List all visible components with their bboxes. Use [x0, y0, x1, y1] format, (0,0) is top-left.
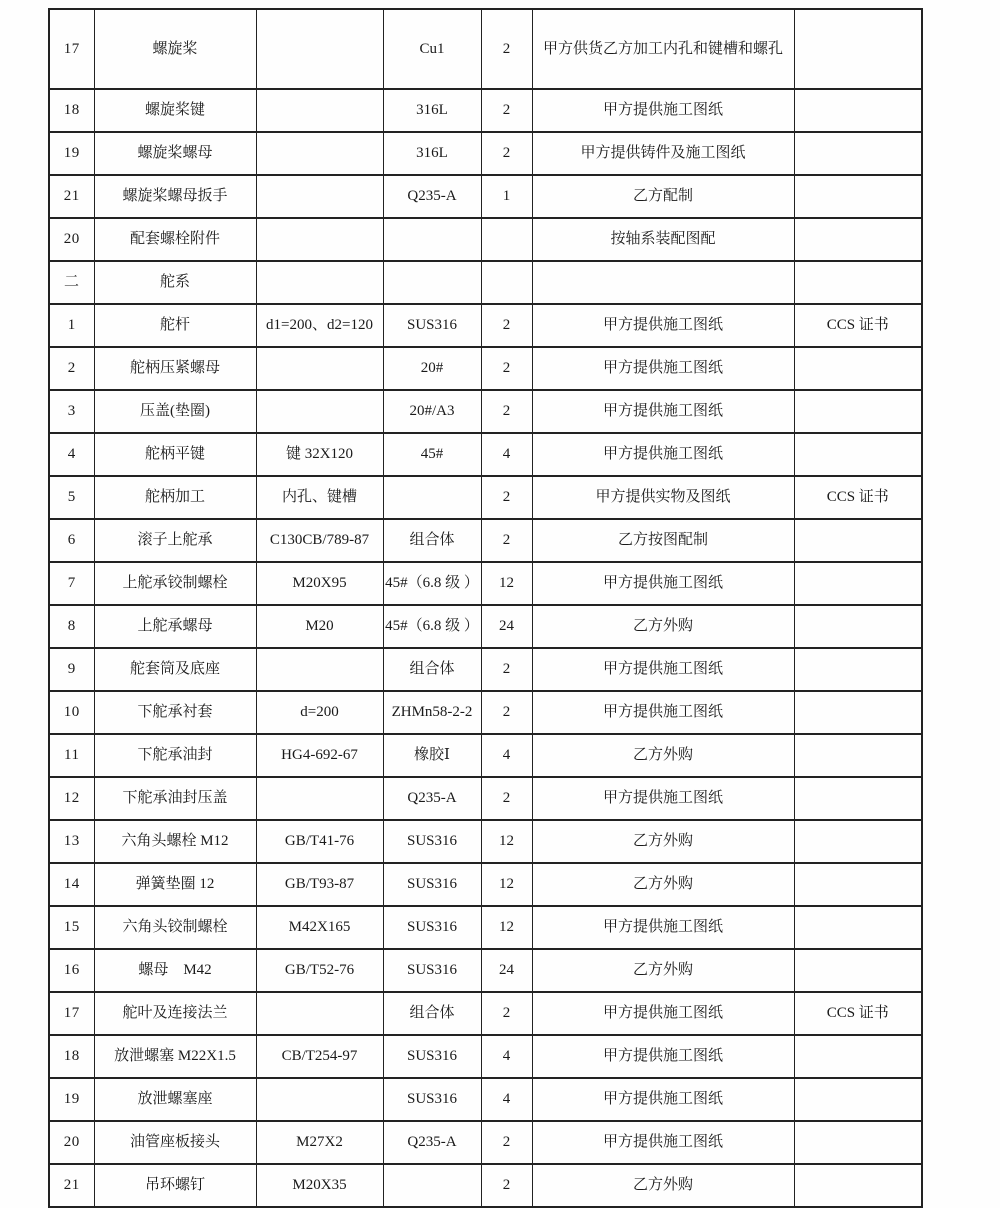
- parts-table: [48, 8, 923, 1208]
- cell-part-name: 下舵承油封压盖: [94, 777, 256, 820]
- cell-remark: 甲方提供施工图纸: [532, 562, 794, 605]
- cell-quantity: 2: [481, 132, 532, 175]
- cell-item-number: 5: [49, 476, 94, 519]
- table-row: [49, 175, 922, 218]
- cell-specification: GB/T93-87: [256, 863, 383, 906]
- cell-material: SUS316: [383, 863, 481, 906]
- cell-certificate: [794, 1121, 922, 1164]
- cell-quantity: 24: [481, 605, 532, 648]
- cell-specification: M27X2: [256, 1121, 383, 1164]
- cell-part-name: 螺旋桨螺母: [94, 132, 256, 175]
- table-row: [49, 1164, 922, 1207]
- cell-quantity: 2: [481, 304, 532, 347]
- cell-part-name: 螺旋桨螺母扳手: [94, 175, 256, 218]
- cell-remark: 甲方供货乙方加工内孔和键槽和螺孔: [532, 9, 794, 89]
- cell-certificate: [794, 863, 922, 906]
- cell-part-name: 舵杆: [94, 304, 256, 347]
- cell-quantity: 2: [481, 519, 532, 562]
- cell-quantity: 12: [481, 863, 532, 906]
- cell-material: SUS316: [383, 906, 481, 949]
- table-row: [49, 562, 922, 605]
- cell-item-number: 19: [49, 132, 94, 175]
- cell-item-number: 16: [49, 949, 94, 992]
- cell-quantity: 2: [481, 691, 532, 734]
- cell-part-name: 六角头铰制螺栓: [94, 906, 256, 949]
- cell-specification: [256, 175, 383, 218]
- cell-specification: [256, 390, 383, 433]
- cell-material: 45#（6.8 级 ）: [383, 562, 481, 605]
- parts-table-body: [49, 9, 922, 1207]
- cell-specification: [256, 992, 383, 1035]
- cell-quantity: 2: [481, 9, 532, 89]
- table-row: [49, 261, 922, 304]
- cell-specification: d1=200、d2=120: [256, 304, 383, 347]
- cell-remark: 乙方外购: [532, 820, 794, 863]
- cell-part-name: 螺旋桨键: [94, 89, 256, 132]
- cell-item-number: 4: [49, 433, 94, 476]
- cell-item-number: 8: [49, 605, 94, 648]
- cell-specification: [256, 347, 383, 390]
- cell-part-name: 螺母 M42: [94, 949, 256, 992]
- cell-quantity: 2: [481, 1164, 532, 1207]
- cell-remark: 甲方提供施工图纸: [532, 992, 794, 1035]
- cell-remark: 甲方提供施工图纸: [532, 304, 794, 347]
- cell-quantity: 4: [481, 1078, 532, 1121]
- cell-material: 20#: [383, 347, 481, 390]
- cell-material: 20#/A3: [383, 390, 481, 433]
- cell-remark: 乙方配制: [532, 175, 794, 218]
- cell-item-number: 19: [49, 1078, 94, 1121]
- cell-remark: 甲方提供施工图纸: [532, 777, 794, 820]
- table-row: [49, 433, 922, 476]
- cell-certificate: [794, 777, 922, 820]
- cell-material: [383, 261, 481, 304]
- table-row: [49, 1035, 922, 1078]
- cell-specification: CB/T254-97: [256, 1035, 383, 1078]
- cell-certificate: [794, 132, 922, 175]
- cell-part-name: 配套螺栓附件: [94, 218, 256, 261]
- cell-item-number: 6: [49, 519, 94, 562]
- cell-certificate: [794, 648, 922, 691]
- cell-material: 45#（6.8 级 ）: [383, 605, 481, 648]
- cell-remark: 甲方提供施工图纸: [532, 347, 794, 390]
- cell-certificate: [794, 347, 922, 390]
- cell-quantity: 2: [481, 648, 532, 691]
- cell-item-number: 18: [49, 89, 94, 132]
- cell-specification: M20X35: [256, 1164, 383, 1207]
- cell-part-name: 上舵承螺母: [94, 605, 256, 648]
- cell-remark: 按轴系装配图配: [532, 218, 794, 261]
- cell-item-number: 11: [49, 734, 94, 777]
- cell-material: 组合体: [383, 992, 481, 1035]
- cell-certificate: [794, 9, 922, 89]
- cell-certificate: [794, 218, 922, 261]
- cell-part-name: 舵柄压紧螺母: [94, 347, 256, 390]
- cell-certificate: CCS 证书: [794, 476, 922, 519]
- table-row: [49, 89, 922, 132]
- cell-certificate: [794, 605, 922, 648]
- cell-quantity: 12: [481, 562, 532, 605]
- cell-quantity: [481, 261, 532, 304]
- cell-specification: 内孔、键槽: [256, 476, 383, 519]
- cell-certificate: [794, 1078, 922, 1121]
- cell-remark: 乙方外购: [532, 1164, 794, 1207]
- cell-part-name: 螺旋桨: [94, 9, 256, 89]
- cell-specification: [256, 648, 383, 691]
- cell-remark: 乙方外购: [532, 734, 794, 777]
- cell-quantity: 24: [481, 949, 532, 992]
- cell-certificate: [794, 1035, 922, 1078]
- cell-remark: 甲方提供施工图纸: [532, 648, 794, 691]
- cell-remark: 甲方提供施工图纸: [532, 1035, 794, 1078]
- cell-remark: 乙方外购: [532, 605, 794, 648]
- cell-certificate: [794, 734, 922, 777]
- table-row: [49, 218, 922, 261]
- cell-quantity: 4: [481, 433, 532, 476]
- cell-quantity: 12: [481, 820, 532, 863]
- cell-part-name: 弹簧垫圈 12: [94, 863, 256, 906]
- cell-material: 316L: [383, 132, 481, 175]
- cell-material: SUS316: [383, 820, 481, 863]
- cell-remark: 甲方提供施工图纸: [532, 433, 794, 476]
- cell-part-name: 六角头螺栓 M12: [94, 820, 256, 863]
- cell-quantity: 12: [481, 906, 532, 949]
- cell-certificate: [794, 906, 922, 949]
- cell-quantity: 4: [481, 734, 532, 777]
- cell-specification: HG4-692-67: [256, 734, 383, 777]
- cell-quantity: 2: [481, 777, 532, 820]
- cell-part-name: 舵柄加工: [94, 476, 256, 519]
- table-row: [49, 1078, 922, 1121]
- cell-part-name: 放泄螺塞 M22X1.5: [94, 1035, 256, 1078]
- cell-item-number: 21: [49, 1164, 94, 1207]
- cell-part-name: 舵套筒及底座: [94, 648, 256, 691]
- cell-item-number: 二: [49, 261, 94, 304]
- cell-material: [383, 476, 481, 519]
- cell-material: 橡胶Ⅰ: [383, 734, 481, 777]
- cell-certificate: [794, 691, 922, 734]
- cell-material: 45#: [383, 433, 481, 476]
- cell-item-number: 10: [49, 691, 94, 734]
- cell-material: Q235-A: [383, 175, 481, 218]
- cell-quantity: 2: [481, 992, 532, 1035]
- cell-part-name: 压盖(垫圈): [94, 390, 256, 433]
- cell-item-number: 1: [49, 304, 94, 347]
- cell-specification: [256, 132, 383, 175]
- table-row: [49, 734, 922, 777]
- cell-item-number: 21: [49, 175, 94, 218]
- cell-material: 组合体: [383, 519, 481, 562]
- cell-quantity: 1: [481, 175, 532, 218]
- cell-item-number: 18: [49, 1035, 94, 1078]
- cell-part-name: 舵叶及连接法兰: [94, 992, 256, 1035]
- cell-item-number: 7: [49, 562, 94, 605]
- cell-part-name: 吊环螺钉: [94, 1164, 256, 1207]
- cell-specification: GB/T52-76: [256, 949, 383, 992]
- cell-certificate: [794, 390, 922, 433]
- table-row: [49, 777, 922, 820]
- cell-quantity: 2: [481, 390, 532, 433]
- cell-material: Cu1: [383, 9, 481, 89]
- cell-certificate: [794, 433, 922, 476]
- cell-remark: 甲方提供施工图纸: [532, 89, 794, 132]
- cell-remark: 甲方提供施工图纸: [532, 390, 794, 433]
- cell-specification: M20X95: [256, 562, 383, 605]
- cell-certificate: CCS 证书: [794, 304, 922, 347]
- cell-remark: 乙方外购: [532, 949, 794, 992]
- table-row: [49, 476, 922, 519]
- cell-item-number: 17: [49, 992, 94, 1035]
- table-row: [49, 605, 922, 648]
- cell-part-name: 放泄螺塞座: [94, 1078, 256, 1121]
- cell-material: SUS316: [383, 1035, 481, 1078]
- cell-specification: C130CB/789-87: [256, 519, 383, 562]
- cell-part-name: 舵系: [94, 261, 256, 304]
- cell-certificate: [794, 89, 922, 132]
- cell-item-number: 20: [49, 1121, 94, 1164]
- cell-specification: M20: [256, 605, 383, 648]
- table-row: [49, 992, 922, 1035]
- cell-material: SUS316: [383, 949, 481, 992]
- cell-certificate: [794, 519, 922, 562]
- cell-certificate: CCS 证书: [794, 992, 922, 1035]
- cell-quantity: 2: [481, 1121, 532, 1164]
- table-row: [49, 347, 922, 390]
- table-row: [49, 9, 922, 89]
- cell-part-name: 下舵承油封: [94, 734, 256, 777]
- cell-quantity: 2: [481, 347, 532, 390]
- cell-part-name: 滚子上舵承: [94, 519, 256, 562]
- table-row: [49, 304, 922, 347]
- cell-material: 组合体: [383, 648, 481, 691]
- cell-specification: [256, 777, 383, 820]
- cell-part-name: 舵柄平键: [94, 433, 256, 476]
- cell-quantity: 2: [481, 89, 532, 132]
- cell-remark: 甲方提供施工图纸: [532, 691, 794, 734]
- cell-material: [383, 1164, 481, 1207]
- cell-item-number: 2: [49, 347, 94, 390]
- cell-material: 316L: [383, 89, 481, 132]
- cell-remark: 甲方提供铸件及施工图纸: [532, 132, 794, 175]
- table-row: [49, 949, 922, 992]
- table-row: [49, 519, 922, 562]
- cell-quantity: 2: [481, 476, 532, 519]
- cell-remark: 甲方提供施工图纸: [532, 1121, 794, 1164]
- table-row: [49, 691, 922, 734]
- cell-specification: [256, 218, 383, 261]
- cell-specification: 键 32X120: [256, 433, 383, 476]
- cell-quantity: [481, 218, 532, 261]
- cell-certificate: [794, 949, 922, 992]
- cell-certificate: [794, 1164, 922, 1207]
- cell-material: [383, 218, 481, 261]
- cell-certificate: [794, 175, 922, 218]
- cell-specification: GB/T41-76: [256, 820, 383, 863]
- cell-certificate: [794, 261, 922, 304]
- cell-item-number: 15: [49, 906, 94, 949]
- cell-remark: 甲方提供施工图纸: [532, 906, 794, 949]
- cell-specification: d=200: [256, 691, 383, 734]
- table-row: [49, 648, 922, 691]
- table-row: [49, 906, 922, 949]
- cell-specification: M42X165: [256, 906, 383, 949]
- cell-material: SUS316: [383, 304, 481, 347]
- cell-item-number: 17: [49, 9, 94, 89]
- cell-remark: [532, 261, 794, 304]
- cell-item-number: 13: [49, 820, 94, 863]
- cell-material: Q235-A: [383, 777, 481, 820]
- table-row: [49, 132, 922, 175]
- table-row: [49, 390, 922, 433]
- cell-specification: [256, 89, 383, 132]
- cell-specification: [256, 261, 383, 304]
- cell-part-name: 上舵承铰制螺栓: [94, 562, 256, 605]
- cell-item-number: 20: [49, 218, 94, 261]
- cell-item-number: 14: [49, 863, 94, 906]
- cell-material: SUS316: [383, 1078, 481, 1121]
- cell-remark: 甲方提供实物及图纸: [532, 476, 794, 519]
- cell-specification: [256, 9, 383, 89]
- cell-certificate: [794, 820, 922, 863]
- cell-certificate: [794, 562, 922, 605]
- table-row: [49, 820, 922, 863]
- cell-item-number: 9: [49, 648, 94, 691]
- cell-material: Q235-A: [383, 1121, 481, 1164]
- cell-material: ZHMn58-2-2: [383, 691, 481, 734]
- cell-remark: 甲方提供施工图纸: [532, 1078, 794, 1121]
- table-row: [49, 1121, 922, 1164]
- cell-quantity: 4: [481, 1035, 532, 1078]
- cell-item-number: 12: [49, 777, 94, 820]
- cell-part-name: 油管座板接头: [94, 1121, 256, 1164]
- cell-remark: 乙方外购: [532, 863, 794, 906]
- cell-specification: [256, 1078, 383, 1121]
- cell-part-name: 下舵承衬套: [94, 691, 256, 734]
- cell-item-number: 3: [49, 390, 94, 433]
- cell-remark: 乙方按图配制: [532, 519, 794, 562]
- table-row: [49, 863, 922, 906]
